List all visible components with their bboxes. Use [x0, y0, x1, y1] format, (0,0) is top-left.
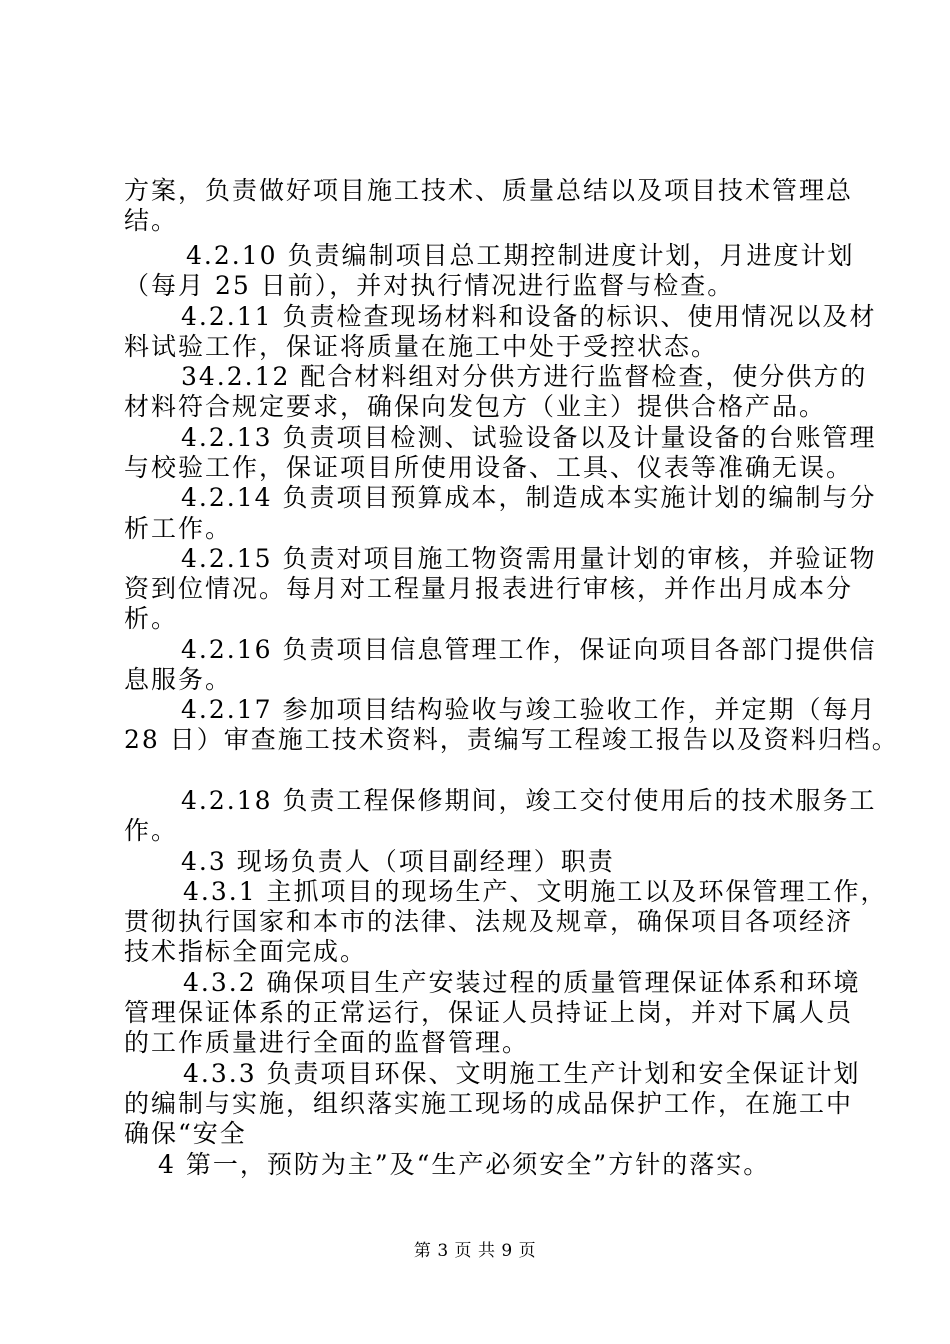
- text-line: 4.2.11 负责检查现场材料和设备的标识、使用情况以及材: [181, 302, 877, 331]
- text-line: 作。: [124, 816, 179, 845]
- text-line: 结。: [124, 206, 179, 235]
- text-line: 与校验工作，保证项目所使用设备、工具、仪表等准确无误。: [124, 453, 854, 482]
- text-line: （每月 25 日前），并对执行情况进行监督与检查。: [124, 271, 735, 300]
- text-line: 4.2.15 负责对项目施工物资需用量计划的审核，并验证物: [181, 544, 877, 573]
- text-line: 的编制与实施，组织落实施工现场的成品保护工作，在施工中: [124, 1089, 854, 1118]
- text-line: 28 日）审查施工技术资料，责编写工程竣工报告以及资料归档。: [124, 725, 899, 754]
- text-line: 管理保证体系的正常运行，保证人员持证上岗，并对下属人员: [124, 998, 854, 1027]
- text-line: 4.2.18 负责工程保修期间，竣工交付使用后的技术服务工: [181, 786, 877, 815]
- text-line: 息服务。: [124, 665, 233, 694]
- text-line: 34.2.12 配合材料组对分供方进行监督检查，使分供方的: [181, 362, 868, 391]
- text-line: 4.3.1 主抓项目的现场生产、文明施工以及环保管理工作，: [183, 877, 888, 906]
- text-line: 技术指标全面完成。: [124, 937, 368, 966]
- section-heading: 4.3 现场负责人（项目副经理）职责: [181, 847, 615, 876]
- page-number-footer: 第 3 页 共 9 页: [413, 1241, 537, 1261]
- text-line: 4.2.17 参加项目结构验收与竣工验收工作，并定期（每月: [181, 695, 877, 724]
- text-line: 4.2.13 负责项目检测、试验设备以及计量设备的台账管理: [181, 423, 877, 452]
- text-line: 方案，负责做好项目施工技术、质量总结以及项目技术管理总: [124, 176, 854, 205]
- text-line: 的工作质量进行全面的监督管理。: [124, 1028, 530, 1057]
- text-line: 材料符合规定要求，确保向发包方（业主）提供合格产品。: [124, 392, 827, 421]
- text-line: 4.2.16 负责项目信息管理工作，保证向项目各部门提供信: [181, 635, 877, 664]
- text-line: 料试验工作，保证将质量在施工中处于受控状态。: [124, 332, 719, 361]
- text-line: 析。: [124, 604, 179, 633]
- text-line: 确保“安全: [124, 1119, 247, 1148]
- text-line: 4.3.3 负责项目环保、文明施工生产计划和安全保证计划: [183, 1059, 861, 1088]
- text-line: 贯彻执行国家和本市的法律、法规及规章，确保项目各项经济: [124, 907, 854, 936]
- text-line: 4.3.2 确保项目生产安装过程的质量管理保证体系和环境: [183, 968, 861, 997]
- text-line: 4.2.14 负责项目预算成本，制造成本实施计划的编制与分: [181, 483, 877, 512]
- text-line: 4.2.10 负责编制项目总工期控制进度计划，月进度计划: [186, 241, 855, 270]
- text-line: 析工作。: [124, 514, 233, 543]
- text-line: 资到位情况。每月对工程量月报表进行审核，并作出月成本分: [124, 574, 854, 603]
- text-line: 4 第一，预防为主”及“生产必须安全”方针的落实。: [158, 1150, 771, 1179]
